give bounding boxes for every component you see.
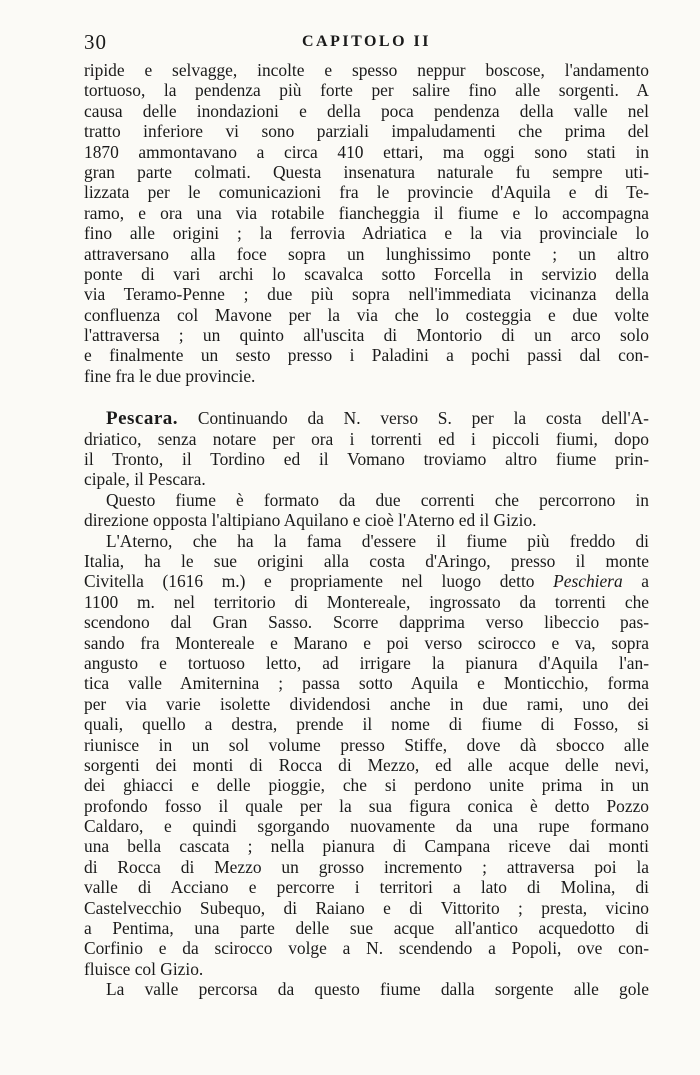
text-line: L'Aterno, che ha la fama d'essere il fiume più freddo di: [106, 530, 649, 551]
text-line: driatico, senza notare per ora i torrenti ed i piccoli fiumi, dopo: [84, 428, 649, 449]
text-line: ripide e selvagge, incolte e spesso neppur boscose, l'andamento: [84, 60, 649, 80]
text-line: fino alle origini ; la ferrovia Adriatica e la via provinciale lo: [84, 223, 649, 244]
text-line: tica valle Amiternina ; passa sotto Aquila e Monticchio, forma: [84, 673, 649, 694]
text-line: l'attraversa ; un quinto all'uscita di Montorio di un arco solo: [84, 325, 649, 346]
text-line: confluenza col Mavone per la via che lo costeggia e due volte: [84, 304, 649, 325]
text-line: gran parte colmati. Questa insenatura naturale fu sempre uti-: [84, 161, 649, 182]
text-run: Civitella (1616 m.) e propriamente nel luogo detto: [84, 571, 554, 592]
text-line: ponte di vari archi lo scavalca sotto Forcella in servizio della: [84, 263, 649, 284]
text-line: La valle percorsa da questo fiume dalla sorgente alle gole: [106, 979, 649, 1000]
text-line: fine fra le due provincie.: [84, 365, 256, 386]
italic-place-name: Peschiera: [553, 571, 623, 592]
text-line: di Rocca di Mezzo un grosso incremento ; attraversa poi la: [84, 856, 649, 877]
text-line: valle di Acciano e percorre i territori a lato di Molina, di: [84, 877, 649, 898]
text-run: Continuando da N. verso S. per la costa dell'A-: [197, 408, 649, 429]
text-line: angusto e tortuoso letto, ad irrigare la pianura d'Aquila l'an-: [84, 652, 649, 673]
text-line: Corfinio e da scirocco volge a N. scendendo a Popoli, ove con-: [84, 938, 649, 959]
text-line: sorgenti dei monti di Rocca di Mezzo, ed alle acque delle nevi,: [84, 754, 649, 775]
chapter-title: CAPITOLO II: [301, 33, 431, 50]
section-first-line: [84, 408, 649, 428]
text-line: via Teramo-Penne ; due più sopra nell'immediata vicinanza della: [84, 284, 649, 305]
text-line: Caldaro, e quindi sgorgando nuovamente da una rupe formano: [84, 816, 649, 837]
text-line: ramo, e ora una via rotabile fiancheggia il fiume e lo accompagna: [84, 202, 649, 223]
text-line: Questo fiume è formato da due correnti che percorrono in: [106, 489, 649, 510]
paragraph-formation: [84, 490, 649, 531]
text-line: cipale, il Pescara.: [84, 469, 206, 490]
paragraph-valley: [84, 979, 649, 999]
text-line: a Pentima, una parte delle sue acque all'antico acquedotto di: [84, 918, 649, 939]
text-line: scendono dal Gran Sasso. Scorre dapprima verso libeccio pas-: [84, 612, 649, 633]
text-line: profondo fosso il quale per la sua figura conica è detto Pozzo: [84, 795, 649, 816]
text-line: causa delle inondazioni e della poca pendenza della valle nel: [84, 100, 649, 121]
text-line: quali, quello a destra, prende il nome di fiume di Fosso, si: [84, 714, 649, 735]
text-line: 1870 ammontavano a circa 410 ettari, ma oggi sono stati in: [84, 141, 649, 162]
text-line: il Tronto, il Tordino ed il Vomano troviamo altro fiume prin-: [84, 449, 649, 470]
section-spacer: [84, 386, 649, 408]
paragraph-aterno: [84, 531, 649, 980]
text-line: Castelvecchio Subequo, di Raiano e di Vittorito ; presta, vicino: [84, 897, 649, 918]
page-number: 30: [84, 30, 107, 54]
text-line: tratto inferiore vi sono parziali impaludamenti che prima del: [84, 121, 649, 142]
text-line: per via varie isolette dividendosi anche in due rami, uno dei: [84, 693, 649, 714]
text-line: Italia, ha le sue origini alla costa d'Aringo, presso il monte: [84, 550, 649, 571]
paragraph-pescara-intro: [84, 408, 649, 490]
text-line: e finalmente un sesto presso i Paladini a pochi passi dal con-: [84, 345, 649, 366]
text-line: fluisce col Gizio.: [84, 958, 204, 979]
text-line: dei ghiacci e delle pioggie, che si perdono unite prima in un: [84, 775, 649, 796]
section-title-pescara: Pescara.: [106, 408, 179, 430]
text-line: sando fra Montereale e Marano e poi verso scirocco e va, sopra: [84, 632, 649, 653]
paragraph-tordino-continuation: [84, 60, 649, 386]
text-line: riunisce in un sol volume presso Stiffe, dove dà sbocco alle: [84, 734, 649, 755]
text-line: lizzata per le comunicazioni fra le provincie d'Aquila e di Te-: [84, 182, 649, 203]
running-head: [84, 30, 649, 60]
text-line: 1100 m. nel territorio di Montereale, ingrossato da torrenti che: [84, 591, 649, 612]
text-line: una bella cascata ; nella pianura di Campana riceve dai monti: [84, 836, 649, 857]
text-line: direzione opposta l'altipiano Aquilano e cioè l'Aterno ed il Gizio.: [84, 510, 537, 531]
text-line: tortuoso, la pendenza più forte per salire fino alle sorgenti. A: [84, 80, 649, 101]
text-line: attraversano alla foce sopra un lunghissimo ponte ; un altro: [84, 243, 649, 264]
book-page: [84, 30, 649, 1000]
text-run: a: [622, 571, 649, 592]
text-line-with-italic: [84, 571, 649, 591]
